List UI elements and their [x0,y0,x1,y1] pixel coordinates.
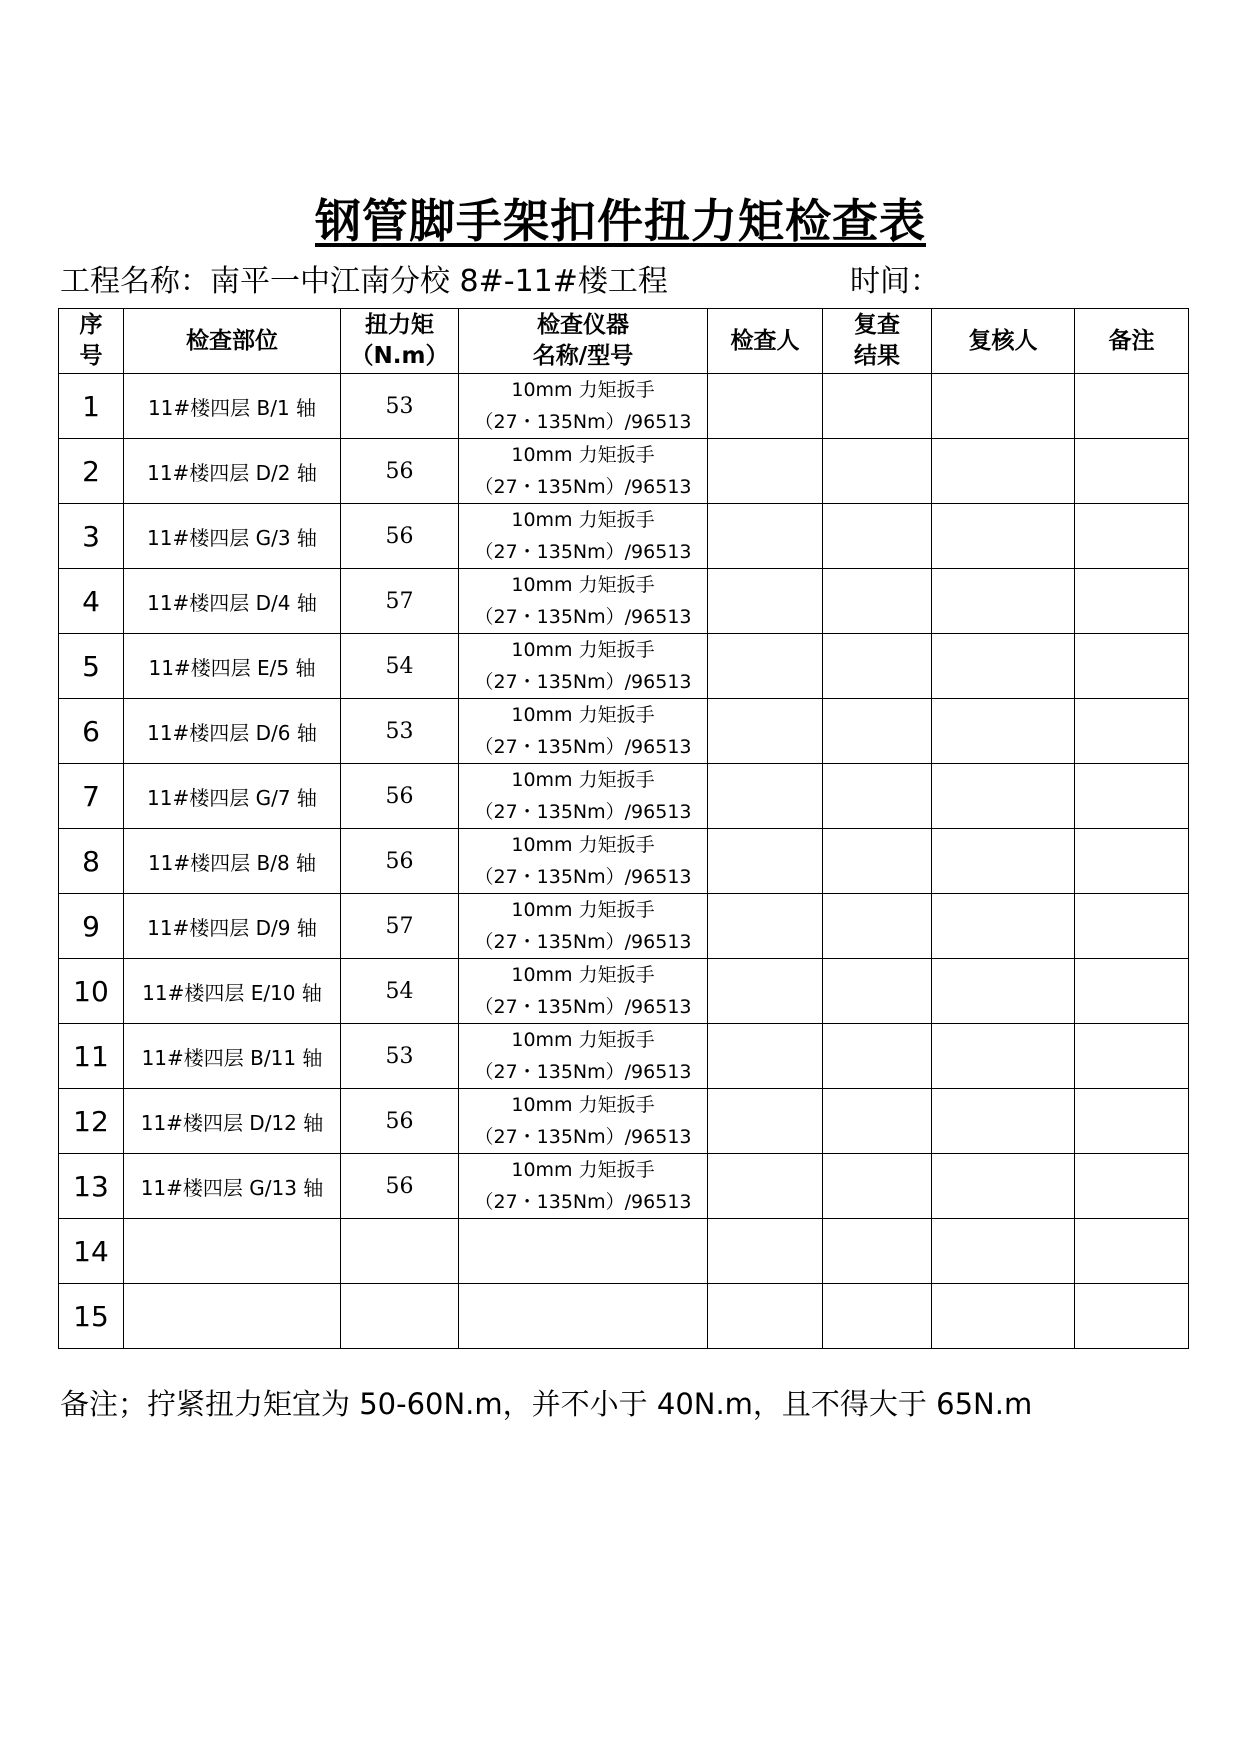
table-row [59,829,1189,894]
remarks-cell [1075,959,1189,1024]
table-row [59,1219,1189,1284]
recheck-cell [823,504,932,569]
recheck-cell [823,764,932,829]
instrument-name: 10mm 力矩扳手 [511,509,655,531]
instrument-model: （27・135Nm）/96513 [474,671,692,693]
seq-cell: 8 [59,829,124,894]
recheck-cell [823,829,932,894]
torque-cell: 56 [341,504,459,569]
instrument-model: （27・135Nm）/96513 [474,476,692,498]
torque-cell: 56 [341,439,459,504]
project-name: 工程名称：南平一中江南分校 8#-11#楼工程 [60,264,668,299]
reviewer-cell [932,699,1075,764]
recheck-cell [823,1089,932,1154]
recheck-cell [823,1284,932,1349]
recheck-cell [823,1219,932,1284]
table-row [59,699,1189,764]
location-cell: 11#楼四层 B/8 轴 [124,829,341,894]
remarks-cell [1075,374,1189,439]
location-cell: 11#楼四层 D/2 轴 [124,439,341,504]
header-remarks: 备注 [1075,309,1189,374]
reviewer-cell [932,959,1075,1024]
location-cell: 11#楼四层 B/1 轴 [124,374,341,439]
instrument-name: 10mm 力矩扳手 [511,379,655,401]
instrument-cell [459,959,708,1024]
location-cell: 11#楼四层 D/9 轴 [124,894,341,959]
instrument-cell [459,439,708,504]
inspector-cell [708,764,823,829]
seq-cell: 11 [59,1024,124,1089]
instrument-cell [459,829,708,894]
reviewer-cell [932,374,1075,439]
instrument-model: （27・135Nm）/96513 [474,606,692,628]
inspector-cell [708,1219,823,1284]
instrument-name: 10mm 力矩扳手 [511,704,655,726]
seq-cell: 3 [59,504,124,569]
instrument-cell [459,504,708,569]
location-cell: 11#楼四层 G/7 轴 [124,764,341,829]
location-cell: 11#楼四层 B/11 轴 [124,1024,341,1089]
inspector-cell [708,569,823,634]
torque-cell [341,1219,459,1284]
recheck-cell [823,439,932,504]
inspector-cell [708,504,823,569]
remarks-cell [1075,764,1189,829]
recheck-cell [823,699,932,764]
seq-cell: 13 [59,1154,124,1219]
table-row [59,764,1189,829]
header-location: 检查部位 [124,309,341,374]
table-row [59,959,1189,1024]
inspector-cell [708,959,823,1024]
recheck-cell [823,959,932,1024]
reviewer-cell [932,1154,1075,1219]
remarks-cell [1075,894,1189,959]
reviewer-cell [932,569,1075,634]
instrument-cell [459,1284,708,1349]
location-cell: 11#楼四层 D/12 轴 [124,1089,341,1154]
seq-cell: 9 [59,894,124,959]
recheck-cell [823,1024,932,1089]
reviewer-cell [932,1219,1075,1284]
recheck-cell [823,569,932,634]
header-recheck: 复查 结果 [823,309,932,374]
instrument-model: （27・135Nm）/96513 [474,736,692,758]
table-row [59,504,1189,569]
location-cell: 11#楼四层 G/3 轴 [124,504,341,569]
instrument-cell [459,699,708,764]
instrument-name: 10mm 力矩扳手 [511,1159,655,1181]
remarks-cell [1075,1284,1189,1349]
instrument-model: （27・135Nm）/96513 [474,411,692,433]
torque-cell: 56 [341,764,459,829]
instrument-model: （27・135Nm）/96513 [474,1126,692,1148]
torque-cell: 54 [341,959,459,1024]
instrument-cell [459,1219,708,1284]
header-inspector: 检查人 [708,309,823,374]
seq-cell: 5 [59,634,124,699]
instrument-model: （27・135Nm）/96513 [474,541,692,563]
remarks-cell [1075,439,1189,504]
header-reviewer: 复核人 [932,309,1075,374]
instrument-name: 10mm 力矩扳手 [511,899,655,921]
instrument-model: （27・135Nm）/96513 [474,801,692,823]
reviewer-cell [932,894,1075,959]
instrument-cell [459,1024,708,1089]
remarks-cell [1075,504,1189,569]
seq-cell: 15 [59,1284,124,1349]
remarks-cell [1075,1024,1189,1089]
instrument-cell [459,634,708,699]
remarks-cell [1075,829,1189,894]
seq-cell: 7 [59,764,124,829]
inspector-cell [708,634,823,699]
table-row [59,634,1189,699]
seq-cell: 14 [59,1219,124,1284]
inspection-table [58,308,1189,1349]
instrument-name: 10mm 力矩扳手 [511,769,655,791]
inspector-cell [708,829,823,894]
remarks-cell [1075,634,1189,699]
table-row [59,374,1189,439]
reviewer-cell [932,504,1075,569]
torque-cell: 56 [341,1089,459,1154]
header-torque: 扭力矩 （N.m） [341,309,459,374]
seq-cell: 6 [59,699,124,764]
instrument-model: （27・135Nm）/96513 [474,996,692,1018]
location-cell: 11#楼四层 D/4 轴 [124,569,341,634]
reviewer-cell [932,1284,1075,1349]
instrument-name: 10mm 力矩扳手 [511,574,655,596]
table-row [59,1154,1189,1219]
recheck-cell [823,894,932,959]
remarks-cell [1075,699,1189,764]
instrument-name: 10mm 力矩扳手 [511,964,655,986]
instrument-cell [459,569,708,634]
torque-cell: 54 [341,634,459,699]
reviewer-cell [932,829,1075,894]
instrument-model: （27・135Nm）/96513 [474,1191,692,1213]
instrument-model: （27・135Nm）/96513 [474,931,692,953]
torque-cell: 56 [341,1154,459,1219]
torque-cell: 53 [341,374,459,439]
header-seq: 序 号 [59,309,124,374]
seq-cell: 1 [59,374,124,439]
instrument-model: （27・135Nm）/96513 [474,866,692,888]
seq-cell: 4 [59,569,124,634]
location-cell: 11#楼四层 E/5 轴 [124,634,341,699]
instrument-name: 10mm 力矩扳手 [511,1094,655,1116]
table-row [59,894,1189,959]
torque-cell: 53 [341,699,459,764]
inspector-cell [708,1089,823,1154]
page-title: 钢管脚手架扣件扭力矩检查表 [315,194,926,248]
seq-cell: 12 [59,1089,124,1154]
inspector-cell [708,1284,823,1349]
reviewer-cell [932,634,1075,699]
instrument-cell [459,764,708,829]
instrument-cell [459,894,708,959]
inspector-cell [708,699,823,764]
instrument-cell [459,374,708,439]
location-cell: 11#楼四层 E/10 轴 [124,959,341,1024]
recheck-cell [823,374,932,439]
reviewer-cell [932,764,1075,829]
instrument-name: 10mm 力矩扳手 [511,444,655,466]
inspector-cell [708,1024,823,1089]
location-cell [124,1219,341,1284]
table-row [59,439,1189,504]
instrument-name: 10mm 力矩扳手 [511,639,655,661]
footnote: 备注；拧紧扭力矩宜为 50-60N.m，并不小于 40N.m，且不得大于 65N.m [60,1387,1033,1421]
table-row [59,569,1189,634]
remarks-cell [1075,1154,1189,1219]
torque-cell: 57 [341,569,459,634]
recheck-cell [823,1154,932,1219]
location-cell: 11#楼四层 G/13 轴 [124,1154,341,1219]
header-row [59,309,1189,374]
table-row [59,1284,1189,1349]
instrument-name: 10mm 力矩扳手 [511,834,655,856]
torque-cell [341,1284,459,1349]
table-row [59,1089,1189,1154]
torque-cell: 53 [341,1024,459,1089]
torque-cell: 57 [341,894,459,959]
recheck-cell [823,634,932,699]
remarks-cell [1075,1089,1189,1154]
reviewer-cell [932,1024,1075,1089]
reviewer-cell [932,439,1075,504]
inspector-cell [708,439,823,504]
instrument-cell [459,1089,708,1154]
torque-cell: 56 [341,829,459,894]
remarks-cell [1075,1219,1189,1284]
remarks-cell [1075,569,1189,634]
instrument-model: （27・135Nm）/96513 [474,1061,692,1083]
inspector-cell [708,1154,823,1219]
seq-cell: 10 [59,959,124,1024]
location-cell: 11#楼四层 D/6 轴 [124,699,341,764]
inspector-cell [708,894,823,959]
seq-cell: 2 [59,439,124,504]
instrument-name: 10mm 力矩扳手 [511,1029,655,1051]
inspector-cell [708,374,823,439]
location-cell [124,1284,341,1349]
time-label: 时间： [850,264,940,299]
table-row [59,1024,1189,1089]
instrument-cell [459,1154,708,1219]
header-instrument: 检查仪器 名称/型号 [459,309,708,374]
reviewer-cell [932,1089,1075,1154]
